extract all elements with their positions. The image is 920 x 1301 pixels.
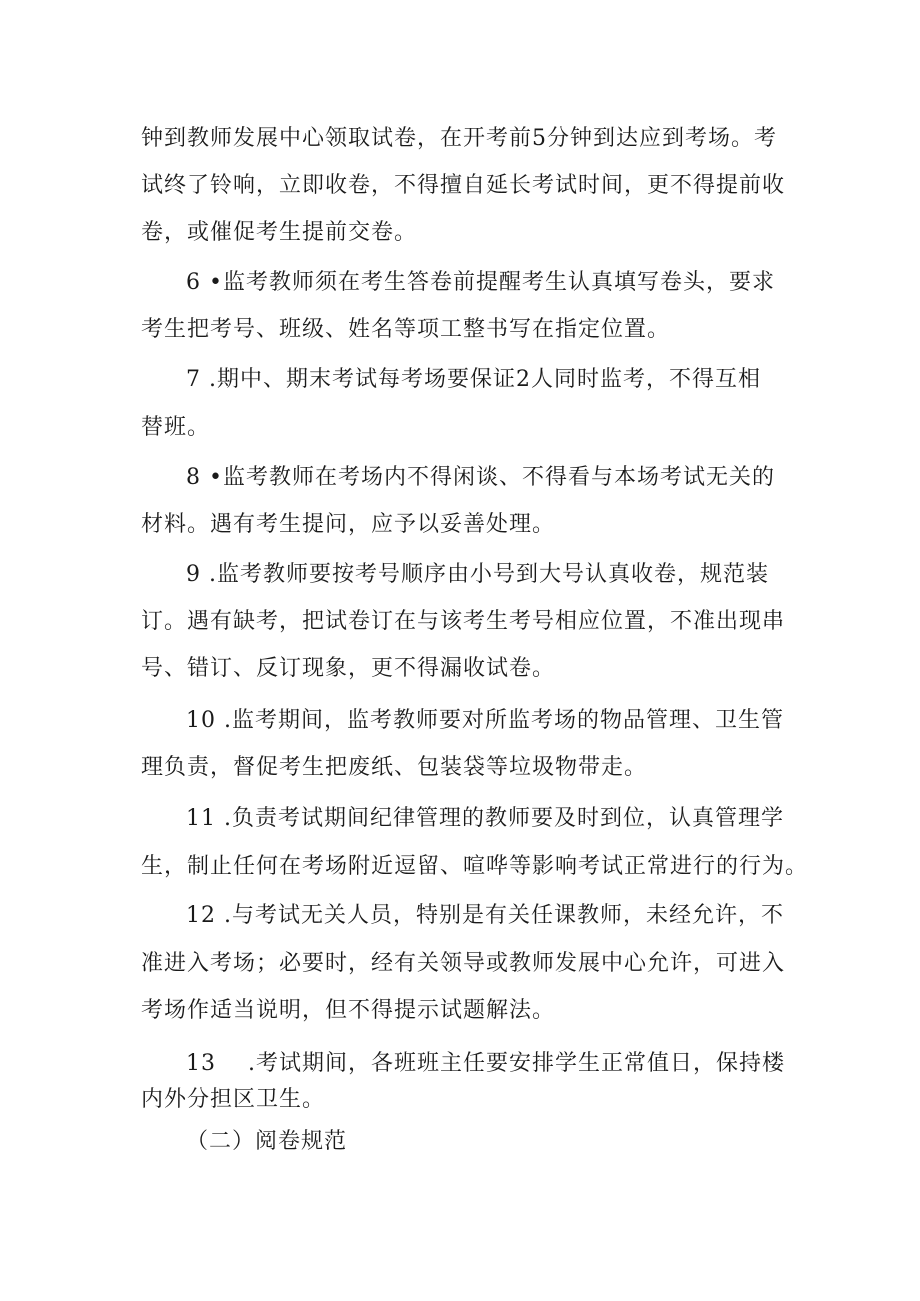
text-line: 10 .监考期间，监考教师要对所监考场的物品管理、卫生管 (186, 708, 784, 733)
text-line: 11 .负责考试期间纪律管理的教师要及时到位，认真管理学 (186, 806, 784, 831)
text-line: 考场作适当说明，但不得提示试题解法。 (141, 998, 556, 1023)
text-line: 替班。 (141, 415, 211, 440)
text-line: 13 .考试期间，各班班主任要安排学生正常值日，保持楼 (186, 1051, 785, 1076)
text-line: 考生把考号、班级、姓名等项工整书写在指定位置。 (141, 317, 671, 342)
text-line: 准进入考场；必要时，经有关领导或教师发展中心允许，可进入 (141, 951, 786, 976)
section-heading: （二）阅卷规范 (186, 1129, 348, 1154)
text-line: 8 •监考教师在考场内不得闲谈、不得看与本场考试无关的 (186, 465, 775, 490)
text-line: 6 •监考教师须在考生答卷前提醒考生认真填写卷头，要求 (186, 270, 775, 295)
text-line: 订。遇有缺考，把试卷订在与该考生考号相应位置，不准出现串 (141, 609, 786, 634)
text-line: 卷，或催促考生提前交卷。 (141, 220, 418, 245)
text-line: 生，制止任何在考场附近逗留、喧哗等影响考试正常进行的行为。 (141, 854, 809, 879)
text-line: 7 .期中、期末考试每考场要保证2人同时监考，不得互相 (186, 367, 761, 392)
text-line: 内外分担区卫生。 (141, 1087, 326, 1112)
text-line: 钟到教师发展中心领取试卷，在开考前5分钟到达应到考场。考 (141, 126, 777, 151)
text-line: 9 .监考教师要按考号顺序由小号到大号认真收卷，规范装 (186, 562, 769, 587)
text-line: 号、错订、反订现象，更不得漏收试卷。 (141, 656, 556, 681)
text-line: 理负责，督促考生把废纸、包装袋等垃圾物带走。 (141, 755, 648, 780)
text-line: 材料。遇有考生提问，应予以妥善处理。 (141, 512, 556, 537)
text-line: 12 .与考试无关人员，特别是有关任课教师，未经允许，不 (186, 903, 784, 928)
text-line: 试终了铃响，立即收卷，不得擅自延长考试时间，更不得提前收 (141, 173, 786, 198)
